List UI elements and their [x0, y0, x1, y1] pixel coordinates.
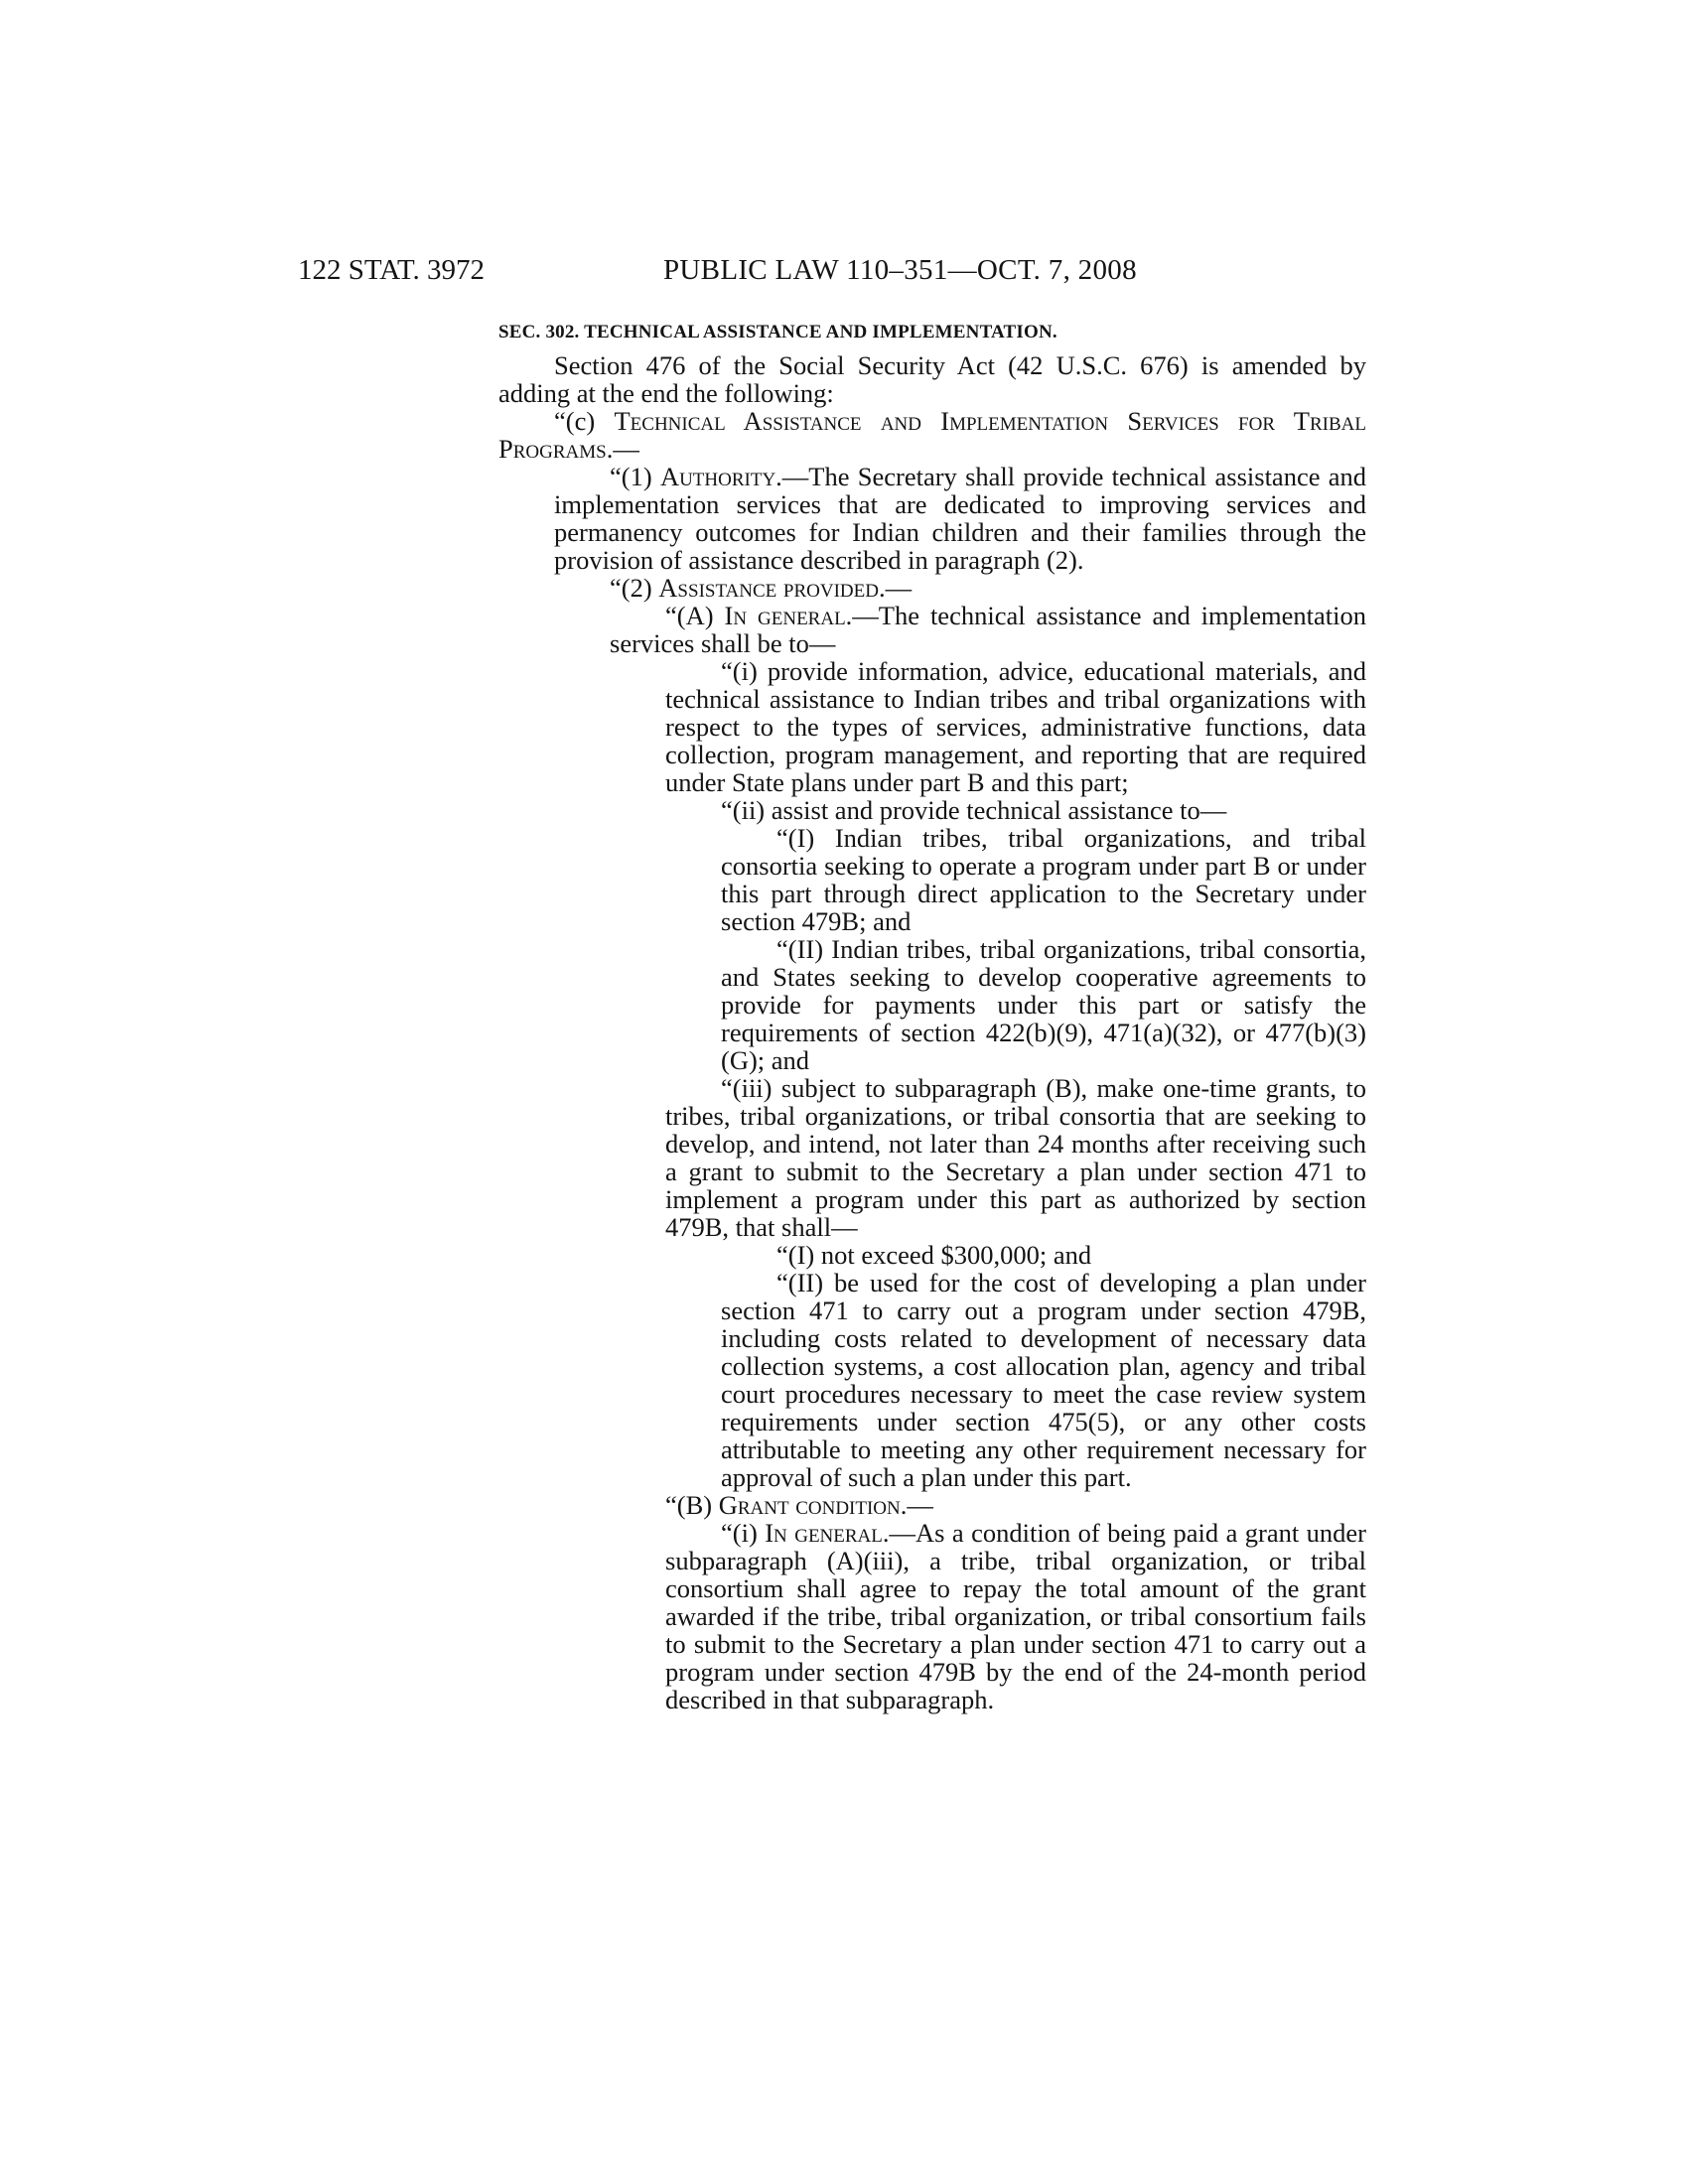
clause-iii: “(iii) subject to subparagraph (B), make one-time grants, to tribes, tribal organizations, or tribal consortia that are seeking to develop, and intend, not later than 24 months after receiving such a grant to submit to the Secretary a plan under section 471 to implement a program under this part as authorized by section 479B, that shall—: [665, 1073, 1366, 1242]
paragraph-1-authority: “(1) Authority.—The Secretary shall provide technical assistance and implementation services that are dedicated to improving services and permanency outcomes for Indian children and their families through the provision of assistance described in paragraph (2).: [554, 462, 1366, 575]
subsection-c-heading: “(c) Technical Assistance and Implementation Services for Tribal Programs.—: [498, 406, 1366, 464]
subparagraph-a-general: “(A) In general.—The technical assistance and implementation services shall be to—: [610, 601, 1366, 658]
paragraph-2-heading: “(2) Assistance provided.—: [610, 573, 913, 603]
section-heading: SEC. 302. TECHNICAL ASSISTANCE AND IMPLEMENTATION.: [498, 322, 1057, 342]
public-law-reference: PUBLIC LAW 110–351—OCT. 7, 2008: [663, 254, 1137, 286]
clause-ii-subclause-II: “(II) Indian tribes, tribal organizations, tribal consortia, and States seeking to develop cooperative agreements to provide for payments under this part or satisfy the requirements of section 422(b)(9), 471(a)(32), or 477(b)(3)(G); and: [721, 934, 1366, 1075]
section-intro: Section 476 of the Social Security Act (42 U.S.C. 676) is amended by adding at the end the following:: [498, 350, 1366, 408]
section-body: [498, 318, 1366, 1713]
clause-i: “(i) provide information, advice, educational materials, and technical assistance to Indian tribes and tribal organizations with respect to the types of services, administrative functions, data collection, program management, and reporting that are required under State plans under part B and this part;: [665, 656, 1366, 797]
clause-ii: “(ii) assist and provide technical assistance to—: [721, 795, 1227, 825]
running-head: [298, 250, 1380, 290]
clause-iii-subclause-I: “(I) not exceed $300,000; and: [776, 1240, 1092, 1270]
clause-ii-subclause-I: “(I) Indian tribes, tribal organizations, and tribal consortia seeking to operate a program under part B or under this part through direct application to the Secretary under section 479B; and: [721, 823, 1366, 936]
stat-reference: 122 STAT. 3972: [298, 254, 486, 286]
subparagraph-b-heading: “(B) Grant condition.—: [665, 1490, 933, 1520]
clause-iii-subclause-II: “(II) be used for the cost of developing a plan under section 471 to carry out a program under section 479B, including costs related to development of necessary data collection systems, a cost allocation plan, agency and tribal court procedures necessary to meet the case review system requirements under section 475(5), or any other costs attributable to meeting any other requirement necessary for approval of such a plan under this part.: [721, 1268, 1366, 1492]
subparagraph-b-clause-i: “(i) In general.—As a condition of being paid a grant under subparagraph (A)(iii), a tribe, tribal organization, or tribal consortium shall agree to repay the total amount of the grant awarded if the tribe, tribal organization, or tribal consortium fails to submit to the Secretary a plan under section 471 to carry out a program under section 479B by the end of the 24-month period described in that subparagraph.: [665, 1518, 1367, 1714]
